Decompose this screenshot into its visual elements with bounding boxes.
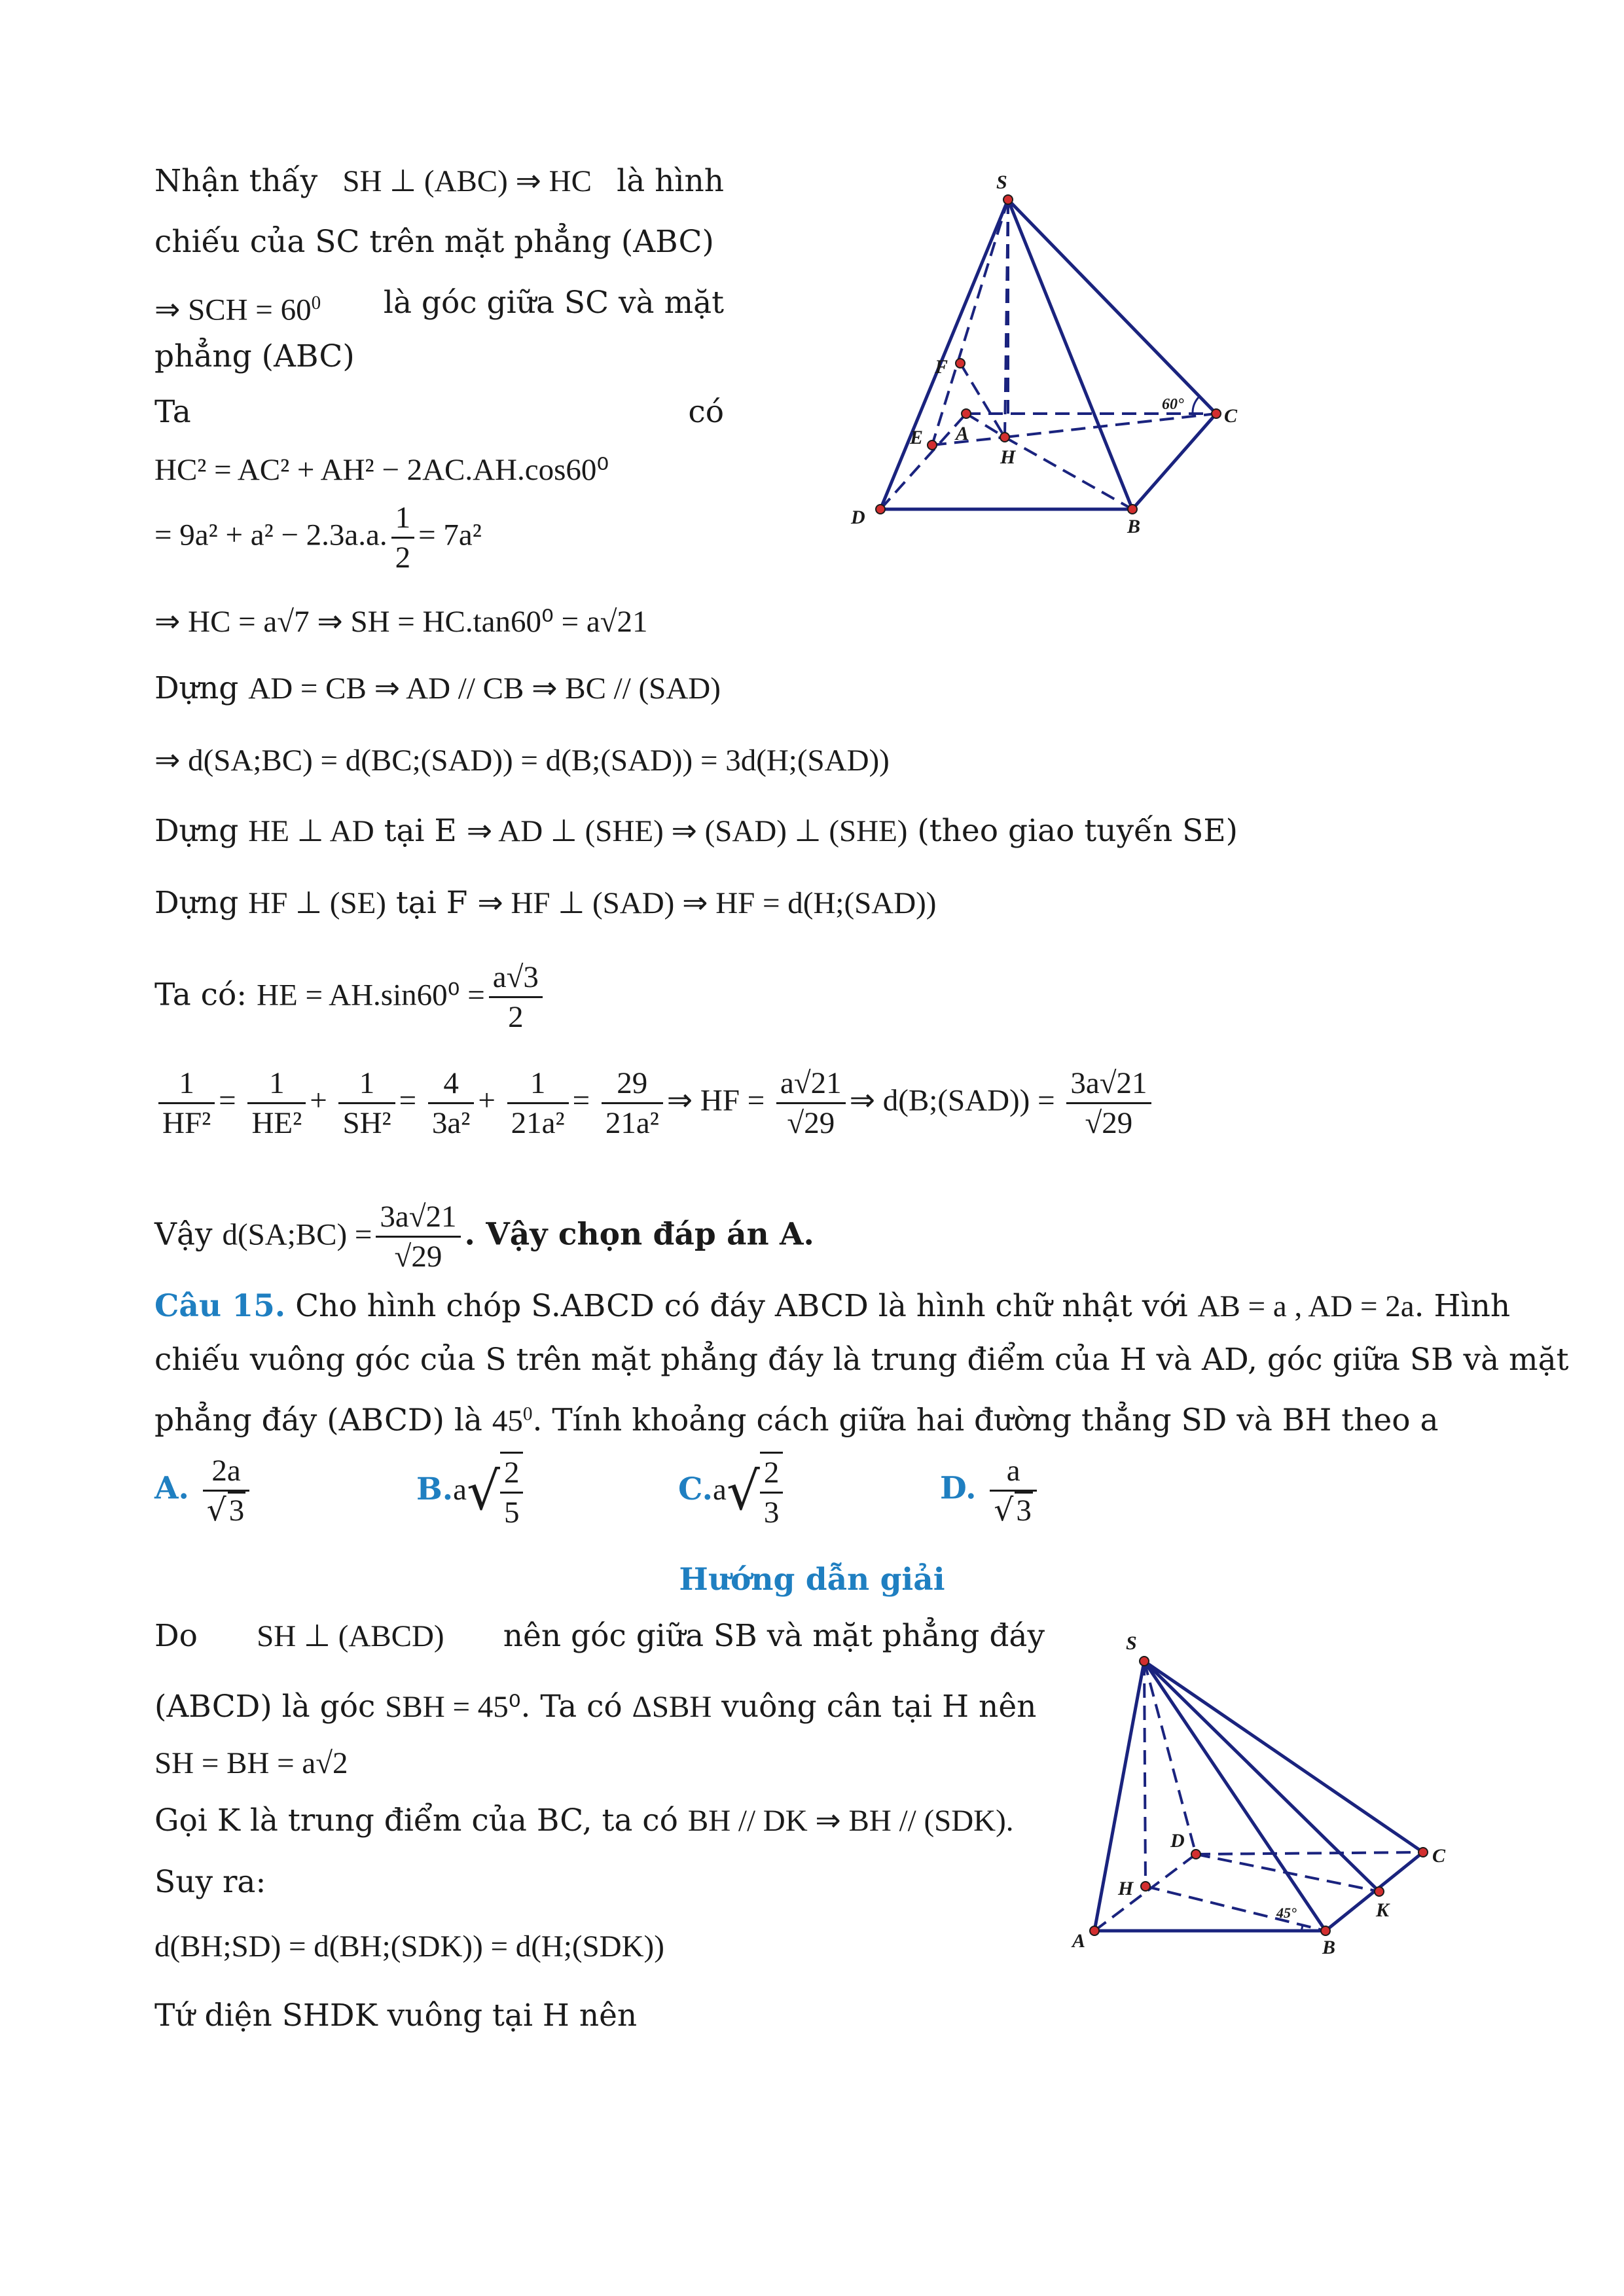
label-B: B (1127, 516, 1141, 537)
label-C: C (1432, 1845, 1446, 1867)
edge-SB (1008, 200, 1132, 509)
q15-line2: chiếu vuông góc của S trên mặt phẳng đáy là trung điểm của H và AD, góc giữa SB và mặt (154, 1342, 1569, 1378)
angle-arc (1193, 397, 1199, 414)
question-label: Câu 15. (154, 1288, 286, 1324)
s15-line3: SH = BH = a√2 (154, 1746, 348, 1780)
point-C (1418, 1848, 1428, 1857)
figure-pyramid-2 (1060, 1623, 1466, 1964)
dash-SH (1144, 1661, 1146, 1886)
q15-line1: Câu 15. Cho hình chóp S.ABCD có đáy ABCD là hình chữ nhật với AB = a , AD = 2a. Hình (154, 1288, 1511, 1324)
point-D (1191, 1850, 1200, 1859)
s15-line2: (ABCD) là góc SBH = 45⁰. Ta có ΔSBH vuông cân tại H nên (154, 1689, 1037, 1725)
label-H: H (1000, 446, 1016, 468)
s14-line15: Vậy d(SA;BC) = $\frac{3a√21}{√29}$ . Vậy chọn đáp án A. (154, 1198, 814, 1276)
s14-line14: $\frac{1}{\text{HF²}}$ = $\frac{1}{\text{HE²}}$ + $\frac{1}{\text{SH²}}$ = $\frac{4}{\text{3a²}}$ + $\frac{1}{\text{21a²}}$ = $\frac{29}{\text{21a²}}$ ⇒ HF = $\frac{a√21}{√29}$ ⇒ d(B;(SAD)) = $\frac{3a√21}{√29}$ (154, 1064, 1155, 1142)
s14-line9: Dựng AD = CB ⇒ AD // CB ⇒ BC // (SAD) (154, 670, 721, 706)
option-d[interactable]: D. $\frac{a}{√3}$ (940, 1452, 1041, 1530)
fraction: $\frac{a√3}{2}$ (489, 958, 543, 1036)
dash-HB (1005, 437, 1132, 509)
point-A (962, 409, 971, 418)
label-K: K (1376, 1899, 1390, 1921)
s14-line8: ⇒ HC = a√7 ⇒ SH = HC.tan60⁰ = a√21 (154, 605, 648, 639)
label-D: D (851, 507, 865, 528)
label-C: C (1224, 405, 1238, 427)
s15-line1: Do SH ⊥ (ABCD) nên góc giữa SB và mặt phẳng đáy (154, 1618, 1045, 1654)
s14-line5: Ta có (154, 394, 724, 430)
s14-line6: HC² = AC² + AH² − 2AC.AH.cos60⁰ (154, 453, 609, 487)
s15-line4: Gọi K là trung điểm của BC, ta có BH // DK ⇒ BH // (SDK). (154, 1803, 1014, 1839)
point-K (1375, 1887, 1384, 1896)
point-B (1321, 1926, 1330, 1935)
label-A: A (956, 423, 969, 444)
point-H (1000, 433, 1009, 442)
dash-HC (1005, 414, 1216, 437)
point-B (1128, 505, 1137, 514)
option-b[interactable]: B.a√ $\frac{2}{5}$ (416, 1452, 527, 1532)
dash-SE (932, 200, 1008, 445)
edge-BC (1132, 414, 1216, 509)
dash-DK (1196, 1854, 1379, 1892)
point-S (1140, 1657, 1149, 1666)
edge-SB (1144, 1661, 1326, 1931)
point-D (876, 505, 885, 514)
s14-line7: = 9a² + a² − 2.3a.a. $\frac{1}{2}$ = 7a² (154, 499, 482, 577)
s14-line11: Dựng HE ⊥ AD tại E ⇒ AD ⊥ (SHE) ⇒ (SAD) ⊥ (SHE) (theo giao tuyến SE) (154, 813, 1238, 849)
point-A (1090, 1926, 1099, 1935)
edge-SD (880, 200, 1008, 509)
point-E (928, 440, 937, 450)
label-angle: 45° (1276, 1905, 1297, 1921)
label-angle: 60° (1162, 396, 1184, 413)
label-B: B (1322, 1937, 1336, 1958)
s14-line1: Nhận thấy SH ⊥ (ABC) ⇒ HC là hình (154, 163, 724, 199)
option-c[interactable]: C.a√ $\frac{2}{3}$ (678, 1452, 787, 1532)
point-C (1212, 409, 1221, 418)
label-E: E (910, 427, 924, 448)
s14-line13: Ta có: HE = AH.sin60⁰ = $\frac{a√3}{2}$ (154, 958, 547, 1036)
label-F: F (935, 356, 948, 378)
option-a[interactable]: A. $\frac{2a}{√3}$ (154, 1452, 253, 1530)
dash-DC (1196, 1852, 1423, 1854)
edge-SC (1008, 200, 1216, 414)
edge-SK (1144, 1661, 1379, 1892)
s15-line7: Tứ diện SHDK vuông tại H nên (154, 1998, 638, 2034)
label-S: S (996, 171, 1007, 193)
point-S (1003, 195, 1013, 204)
edge-SC (1144, 1661, 1423, 1852)
point-F (956, 359, 965, 368)
s14-line4: phẳng (ABC) (154, 338, 355, 374)
dash-DA (880, 414, 966, 509)
label-D: D (1170, 1830, 1185, 1852)
s14-line3: ⇒ SCH = $60^0$ là góc giữa SC và mặt (154, 285, 724, 327)
point-H (1141, 1882, 1150, 1891)
s14-line10: ⇒ d(SA;BC) = d(BC;(SAD)) = d(B;(SAD)) = 3d(H;(SAD)) (154, 744, 890, 778)
fraction: $\frac{1}{2}$ (391, 499, 415, 577)
q15-line3: phẳng đáy (ABCD) là $45^0$. Tính khoảng cách giữa hai đường thẳng SD và BH theo a (154, 1402, 1439, 1439)
label-A: A (1072, 1930, 1086, 1952)
s15-line6: d(BH;SD) = d(BH;(SDK)) = d(H;(SDK)) (154, 1929, 664, 1964)
guide-title: Hướng dẫn giải (679, 1562, 945, 1598)
figure-pyramid-1 (838, 157, 1270, 563)
s14-line2: chiếu của SC trên mặt phẳng (ABC) (154, 224, 714, 260)
label-H: H (1118, 1878, 1134, 1899)
s15-line5: Suy ra: (154, 1864, 266, 1900)
s14-line12: Dựng HF ⊥ (SE) tại F ⇒ HF ⊥ (SAD) ⇒ HF = d(H;(SAD)) (154, 885, 937, 921)
label-S: S (1126, 1632, 1137, 1654)
